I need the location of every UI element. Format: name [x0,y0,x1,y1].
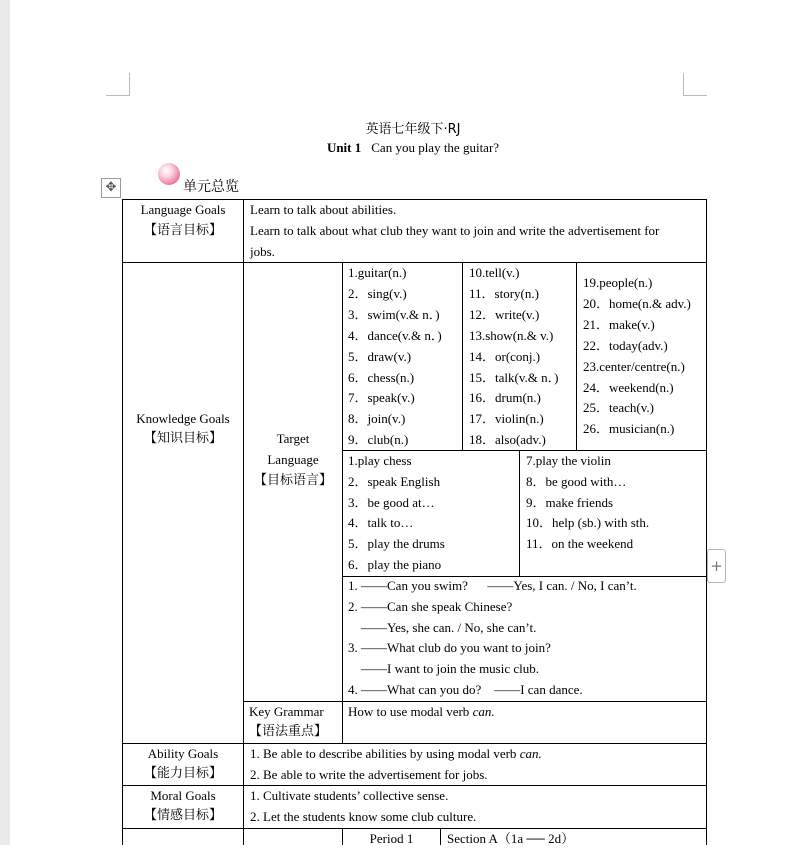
key-grammar-label: Key Grammar [249,704,324,719]
vocab-item: 1.guitar(n.) [348,265,407,280]
ability-goals-label: Ability Goals [147,746,219,761]
unit-title-text: Can you play the guitar? [371,140,500,155]
section-title: 单元总览 [183,179,239,195]
vocab-item: 18．also(adv.) [469,432,546,448]
vocab-item: 13.show(n.& v.) [469,327,554,343]
moral-goal-line2: 2. Let the students know some club culture. [250,809,477,824]
vocab-item: 17．violin(n.) [469,411,544,427]
phrase-item: 4．talk to… [348,515,414,531]
vocab-item: 3．swim(v.& n．) [348,306,440,322]
unit-label: Unit 1 [326,140,362,155]
sentence-line: 2. ——Can she speak Chinese? [348,598,513,614]
key-grammar-label-cn: 【语法重点】 [249,724,328,739]
vocab-item: 9．club(n.) [348,432,409,448]
phrase-item: 9．make friends [526,494,614,510]
vocab-item: 24．weekend(n.) [583,379,674,395]
vocab-item: 25．teach(v.) [583,400,654,416]
vocab-item: 12．write(v.) [469,306,540,322]
vocab-item: 22．today(adv.) [583,337,668,353]
document-header: 英语七年级下·RJ [365,122,461,137]
phrase-item: 7.play the violin [526,453,611,468]
phrase-item: 8．be good with… [526,473,627,489]
moral-goals-label: Moral Goals [150,788,216,803]
ability-goal-line2: 2. Be able to write the advertisement for jobs. [250,767,488,782]
plus-icon[interactable]: + [707,549,726,583]
key-grammar-text-italic: can. [472,704,495,719]
sentence-line: ——I want to join the music club. [348,661,540,677]
page-corner-mark-left [106,73,130,96]
vocab-item: 23.center/centre(n.) [583,358,685,374]
vocab-item: 20．home(n.& adv.) [583,295,691,311]
period-section: Section A（1a ── 2d） [447,831,575,846]
vocab-item: 14．or(conj.) [469,348,541,364]
target-language-label-cn: 【目标语言】 [253,473,332,488]
knowledge-goals-label: Knowledge Goals [136,411,230,426]
vocab-item: 2．sing(v.) [348,285,407,301]
phrase-item: 2．speak English [348,473,441,489]
vocab-item: 6．chess(n.) [348,369,415,385]
phrase-item: 1.play chess [348,453,412,468]
unit-title [0,140,789,156]
language-goal-line2: Learn to talk about what club they want to join and write the advertisement for [250,223,660,238]
language-goal-line1: Learn to talk about abilities. [250,202,397,217]
page-corner-mark-right [683,73,707,96]
vocab-item: 15．talk(v.& n．) [469,369,559,385]
sentence-line: 1. ——Can you swim? ——Yes, I can. / No, I can’t. [348,578,637,593]
target-language-label: Target [276,431,310,446]
key-grammar-text-main: How to use modal verb [348,704,473,719]
vocab-item: 8．join(v.) [348,411,406,427]
phrase-item: 6．play the piano [348,557,442,572]
ability-goal-line1-main: 1. Be able to describe abilities by using modal verb [250,746,520,761]
phrase-item: 3．be good at… [348,494,435,510]
sentence-line: 4. ——What can you do? ——I can dance. [348,682,583,697]
moral-goals-label-cn: 【情感目标】 [143,808,222,823]
ability-goal-line1-italic: can. [519,746,542,761]
sentence-line: ——Yes, she can. / No, she can’t. [348,619,537,635]
language-goals-label: Language Goals [140,202,226,217]
ability-goal-line1 [250,744,542,765]
ability-goals-label-cn: 【能力目标】 [143,766,222,781]
phrase-item: 11．on the weekend [526,536,634,552]
vocab-item: 16．drum(n.) [469,390,541,406]
vocab-item: 26．musician(n.) [583,421,675,437]
moral-goal-line1: 1. Cultivate students’ collective sense. [250,788,449,803]
vocab-item: 10.tell(v.) [469,265,520,280]
vocab-item: 7．speak(v.) [348,390,415,406]
move-icon[interactable]: ✥ [101,178,121,198]
knowledge-goals-label-cn: 【知识目标】 [143,431,222,446]
vocab-item: 19.people(n.) [583,275,653,290]
language-goal-line3: jobs. [250,244,275,259]
vocab-item: 5．draw(v.) [348,348,412,364]
period-label: Period 1 [369,831,414,846]
sentence-line: 3. ——What club do you want to join? [348,640,551,656]
pink-ball-icon [158,163,180,185]
vocab-item: 4．dance(v.& n．) [348,327,442,343]
vocab-item: 11．story(n.) [469,285,539,301]
language-goals-label-cn: 【语言目标】 [143,223,222,238]
target-language-label2: Language [267,452,319,467]
vocab-item: 21．make(v.) [583,316,655,332]
phrase-item: 10．help (sb.) with sth. [526,515,650,531]
phrase-item: 5．play the drums [348,536,445,552]
key-grammar-text [348,702,495,723]
